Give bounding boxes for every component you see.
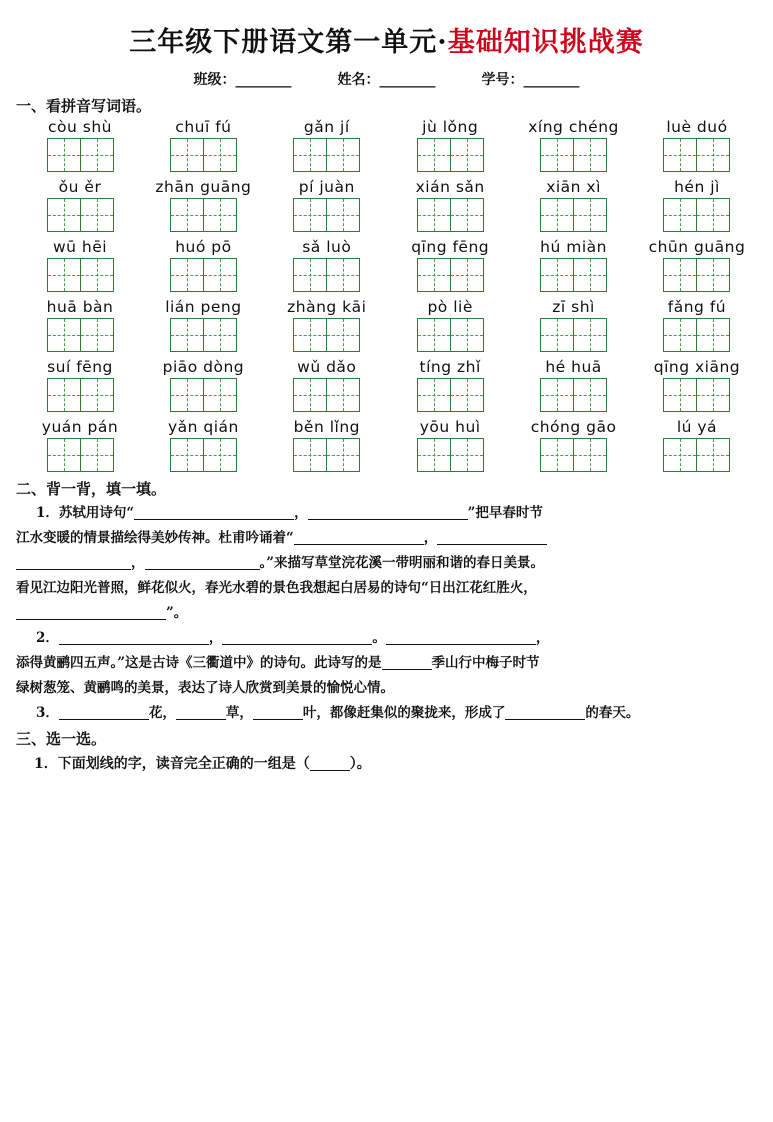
writing-box[interactable] bbox=[663, 318, 697, 352]
pinyin-text: lú yá bbox=[676, 418, 718, 436]
writing-boxes[interactable] bbox=[417, 138, 484, 172]
writing-box[interactable] bbox=[450, 438, 484, 472]
writing-box[interactable] bbox=[696, 138, 730, 172]
section-three-heading: 三、选一选。 bbox=[16, 730, 107, 748]
writing-box[interactable] bbox=[47, 318, 81, 352]
writing-boxes[interactable] bbox=[170, 438, 237, 472]
writing-box[interactable] bbox=[203, 318, 237, 352]
pinyin-word-cell bbox=[26, 358, 134, 412]
writing-box[interactable] bbox=[573, 318, 607, 352]
pinyin-text: zhàng kāi bbox=[287, 298, 367, 316]
pinyin-text: tíng zhǐ bbox=[419, 358, 481, 376]
writing-box[interactable] bbox=[417, 378, 451, 412]
blank[interactable] bbox=[16, 603, 166, 620]
question-3 bbox=[16, 701, 757, 726]
pinyin-text: hé huā bbox=[545, 358, 602, 376]
pinyin-word-cell bbox=[396, 298, 504, 352]
q2-comma-2: ， bbox=[535, 630, 550, 646]
blank[interactable] bbox=[222, 628, 372, 645]
q1-part-5: ”。 bbox=[166, 605, 188, 621]
q1-part-a: 1．苏轼用诗句“ bbox=[36, 505, 135, 521]
writing-box[interactable] bbox=[696, 318, 730, 352]
writing-boxes[interactable] bbox=[540, 198, 607, 232]
writing-box[interactable] bbox=[170, 318, 204, 352]
pinyin-word-cell bbox=[273, 358, 381, 412]
pinyin-text: chūn guāng bbox=[648, 238, 746, 256]
pinyin-text: lián peng bbox=[165, 298, 242, 316]
section-two-heading: 二、背一背，填一填。 bbox=[16, 480, 167, 498]
q3-text-d: 叶，都像赶集似的聚拢来，形成了 bbox=[302, 705, 506, 721]
name-field[interactable]: 姓名：________ bbox=[337, 72, 436, 88]
pinyin-text: xián sǎn bbox=[415, 178, 485, 196]
writing-boxes[interactable] bbox=[417, 318, 484, 352]
writing-box[interactable] bbox=[696, 378, 730, 412]
writing-box[interactable] bbox=[326, 258, 360, 292]
writing-box[interactable] bbox=[417, 198, 451, 232]
pinyin-text: huó pō bbox=[175, 238, 232, 256]
writing-boxes[interactable] bbox=[663, 318, 730, 352]
writing-box[interactable] bbox=[540, 378, 574, 412]
writing-box[interactable] bbox=[80, 318, 114, 352]
class-field[interactable]: 班级：________ bbox=[193, 72, 292, 88]
writing-box[interactable] bbox=[573, 258, 607, 292]
pinyin-text: qīng fēng bbox=[411, 238, 490, 256]
pinyin-word-cell bbox=[520, 418, 628, 472]
writing-box[interactable] bbox=[417, 258, 451, 292]
page-title-black: 三年级下册语文第一单元· bbox=[129, 27, 448, 58]
writing-boxes[interactable] bbox=[170, 378, 237, 412]
writing-boxes[interactable] bbox=[47, 318, 114, 352]
writing-boxes[interactable] bbox=[47, 198, 114, 232]
pinyin-text: xíng chéng bbox=[528, 118, 619, 136]
pinyin-text: luè duó bbox=[666, 118, 728, 136]
pinyin-text: qīng xiāng bbox=[653, 358, 741, 376]
writing-box[interactable] bbox=[663, 198, 697, 232]
pinyin-word-cell bbox=[520, 118, 628, 172]
blank[interactable] bbox=[145, 553, 260, 570]
q2-comma-1: ， bbox=[208, 630, 223, 646]
writing-boxes[interactable] bbox=[293, 318, 360, 352]
pinyin-text: sǎ luò bbox=[302, 238, 352, 256]
writing-box[interactable] bbox=[293, 318, 327, 352]
writing-box[interactable] bbox=[540, 138, 574, 172]
pinyin-word-cell bbox=[643, 178, 751, 232]
pinyin-word-cell bbox=[26, 238, 134, 292]
writing-box[interactable] bbox=[47, 198, 81, 232]
pinyin-row bbox=[26, 418, 751, 472]
pinyin-word-cell bbox=[643, 238, 751, 292]
blank[interactable] bbox=[308, 503, 468, 520]
pinyin-word-cell bbox=[149, 418, 257, 472]
writing-box[interactable] bbox=[696, 258, 730, 292]
pinyin-word-cell bbox=[643, 298, 751, 352]
writing-box[interactable] bbox=[326, 438, 360, 472]
writing-box[interactable] bbox=[80, 258, 114, 292]
writing-box[interactable] bbox=[326, 138, 360, 172]
pinyin-text: còu shù bbox=[48, 118, 112, 136]
writing-boxes[interactable] bbox=[170, 198, 237, 232]
writing-boxes[interactable] bbox=[47, 378, 114, 412]
pinyin-word-cell bbox=[149, 238, 257, 292]
writing-box[interactable] bbox=[170, 378, 204, 412]
writing-box[interactable] bbox=[573, 378, 607, 412]
writing-box[interactable] bbox=[80, 138, 114, 172]
answer-blank[interactable] bbox=[310, 754, 350, 771]
writing-box[interactable] bbox=[293, 258, 327, 292]
pinyin-word-cell bbox=[520, 238, 628, 292]
writing-box[interactable] bbox=[450, 318, 484, 352]
writing-boxes[interactable] bbox=[47, 438, 114, 472]
writing-box[interactable] bbox=[80, 198, 114, 232]
writing-boxes[interactable] bbox=[540, 438, 607, 472]
pinyin-word-cell bbox=[520, 358, 628, 412]
pinyin-word-cell bbox=[149, 298, 257, 352]
q1-comma-3: ， bbox=[131, 555, 145, 571]
writing-box[interactable] bbox=[573, 138, 607, 172]
q2-number: 2． bbox=[36, 630, 59, 646]
student-info-row bbox=[16, 69, 757, 89]
pinyin-word-cell bbox=[520, 298, 628, 352]
pinyin-word-cell bbox=[149, 358, 257, 412]
writing-box[interactable] bbox=[540, 198, 574, 232]
writing-boxes[interactable] bbox=[540, 258, 607, 292]
question-2 bbox=[16, 626, 757, 701]
writing-boxes[interactable] bbox=[417, 438, 484, 472]
writing-box[interactable] bbox=[170, 438, 204, 472]
writing-box[interactable] bbox=[47, 138, 81, 172]
number-field[interactable]: 学号：________ bbox=[481, 72, 580, 88]
writing-box[interactable] bbox=[203, 378, 237, 412]
writing-box[interactable] bbox=[293, 198, 327, 232]
writing-boxes[interactable] bbox=[417, 198, 484, 232]
blank[interactable] bbox=[505, 703, 585, 720]
writing-box[interactable] bbox=[540, 258, 574, 292]
pinyin-grid-block bbox=[26, 118, 751, 472]
pinyin-text: piāo dòng bbox=[162, 358, 245, 376]
writing-box[interactable] bbox=[573, 438, 607, 472]
blank[interactable] bbox=[382, 653, 432, 670]
pinyin-text: pí juàn bbox=[298, 178, 355, 196]
pinyin-text: pò liè bbox=[427, 298, 473, 316]
choice-q1-text-b: ）。 bbox=[349, 756, 371, 772]
choice-q1-text-a: 1．下面划线的字，读音完全正确的一组是（ bbox=[34, 756, 310, 772]
pinyin-text: wū hēi bbox=[52, 238, 108, 256]
writing-boxes[interactable] bbox=[293, 138, 360, 172]
writing-box[interactable] bbox=[573, 198, 607, 232]
writing-box[interactable] bbox=[170, 138, 204, 172]
writing-boxes[interactable] bbox=[663, 438, 730, 472]
pinyin-text: chuī fú bbox=[175, 118, 232, 136]
pinyin-word-cell bbox=[396, 118, 504, 172]
pinyin-text: fǎng fú bbox=[667, 298, 727, 316]
pinyin-row bbox=[26, 298, 751, 352]
pinyin-word-cell bbox=[643, 358, 751, 412]
q3-text-b: 花， bbox=[148, 705, 176, 721]
pinyin-text: huā bàn bbox=[46, 298, 114, 316]
page-title-red: 基础知识挑战赛 bbox=[447, 27, 644, 58]
q2-text-f: 季山行中梅子时节 bbox=[431, 655, 540, 671]
writing-boxes[interactable] bbox=[47, 138, 114, 172]
pinyin-row bbox=[26, 238, 751, 292]
writing-boxes[interactable] bbox=[540, 378, 607, 412]
writing-boxes[interactable] bbox=[293, 378, 360, 412]
writing-box[interactable] bbox=[663, 378, 697, 412]
pinyin-word-cell bbox=[26, 418, 134, 472]
writing-boxes[interactable] bbox=[663, 258, 730, 292]
pinyin-row bbox=[26, 358, 751, 412]
writing-box[interactable] bbox=[450, 198, 484, 232]
writing-boxes[interactable] bbox=[663, 378, 730, 412]
writing-box[interactable] bbox=[326, 378, 360, 412]
writing-box[interactable] bbox=[293, 378, 327, 412]
writing-boxes[interactable] bbox=[540, 318, 607, 352]
writing-box[interactable] bbox=[170, 198, 204, 232]
writing-box[interactable] bbox=[450, 138, 484, 172]
writing-box[interactable] bbox=[203, 438, 237, 472]
blank[interactable] bbox=[134, 503, 294, 520]
pinyin-text: běn lǐng bbox=[293, 418, 360, 436]
pinyin-text: wǔ dǎo bbox=[297, 358, 357, 376]
writing-box[interactable] bbox=[696, 198, 730, 232]
pinyin-word-cell bbox=[643, 418, 751, 472]
q2-text-e: 添得黄鹂四五声。”这是古诗《三衢道中》的诗句。此诗写的是 bbox=[16, 655, 382, 671]
writing-boxes[interactable] bbox=[293, 438, 360, 472]
pinyin-row bbox=[26, 118, 751, 172]
pinyin-text: zī shì bbox=[552, 298, 595, 316]
blank[interactable] bbox=[59, 703, 149, 720]
writing-box[interactable] bbox=[326, 198, 360, 232]
blank[interactable] bbox=[176, 703, 226, 720]
writing-box[interactable] bbox=[417, 138, 451, 172]
writing-box[interactable] bbox=[326, 318, 360, 352]
blank[interactable] bbox=[386, 628, 536, 645]
writing-boxes[interactable] bbox=[540, 138, 607, 172]
pinyin-word-cell bbox=[396, 358, 504, 412]
pinyin-word-cell bbox=[273, 418, 381, 472]
pinyin-text: hú miàn bbox=[540, 238, 607, 256]
writing-box[interactable] bbox=[663, 138, 697, 172]
q1-part-4: 看见江边阳光普照，鲜花似火，春光水碧的景色我想起白居易的诗句“日出江花红胜火， bbox=[16, 580, 537, 596]
blank[interactable] bbox=[437, 528, 547, 545]
pinyin-text: ǒu ěr bbox=[58, 178, 102, 196]
q1-comma-2: ， bbox=[423, 530, 438, 546]
writing-boxes[interactable] bbox=[170, 258, 237, 292]
pinyin-word-cell bbox=[273, 178, 381, 232]
writing-box[interactable] bbox=[417, 318, 451, 352]
blank[interactable] bbox=[16, 553, 131, 570]
writing-boxes[interactable] bbox=[293, 258, 360, 292]
blank[interactable] bbox=[59, 628, 209, 645]
q3-number: 3． bbox=[36, 705, 59, 721]
writing-box[interactable] bbox=[203, 138, 237, 172]
blank[interactable] bbox=[294, 528, 424, 545]
writing-box[interactable] bbox=[450, 378, 484, 412]
writing-boxes[interactable] bbox=[417, 258, 484, 292]
pinyin-text: yuán pán bbox=[41, 418, 119, 436]
pinyin-text: suí fēng bbox=[47, 358, 113, 376]
pinyin-text: hén jì bbox=[674, 178, 720, 196]
q1-comma-1: ， bbox=[294, 505, 308, 521]
writing-box[interactable] bbox=[47, 438, 81, 472]
writing-box[interactable] bbox=[540, 318, 574, 352]
q3-text-c: 草， bbox=[225, 705, 253, 721]
writing-box[interactable] bbox=[47, 378, 81, 412]
pinyin-word-cell bbox=[396, 178, 504, 232]
q1-part-2: 江水变暖的情景描绘得美妙传神。杜甫吟诵着“ bbox=[16, 530, 294, 546]
pinyin-word-cell bbox=[149, 178, 257, 232]
pinyin-word-cell bbox=[26, 298, 134, 352]
pinyin-row bbox=[26, 178, 751, 232]
q2-period: 。 bbox=[372, 630, 386, 646]
writing-box[interactable] bbox=[170, 258, 204, 292]
pinyin-word-cell bbox=[149, 118, 257, 172]
q3-text-e: 的春天。 bbox=[585, 705, 640, 721]
writing-boxes[interactable] bbox=[170, 318, 237, 352]
pinyin-word-cell bbox=[396, 238, 504, 292]
pinyin-word-cell bbox=[273, 298, 381, 352]
section-one-heading: 一、看拼音写词语。 bbox=[16, 97, 152, 115]
writing-box[interactable] bbox=[540, 438, 574, 472]
writing-boxes[interactable] bbox=[47, 258, 114, 292]
pinyin-text: yōu huì bbox=[419, 418, 481, 436]
writing-boxes[interactable] bbox=[293, 198, 360, 232]
page-title bbox=[16, 20, 757, 59]
q1-part-c: ”把早春时节 bbox=[467, 505, 543, 521]
pinyin-word-cell bbox=[396, 418, 504, 472]
writing-box[interactable] bbox=[450, 258, 484, 292]
pinyin-word-cell bbox=[273, 118, 381, 172]
writing-box[interactable] bbox=[696, 438, 730, 472]
pinyin-text: chóng gāo bbox=[530, 418, 617, 436]
pinyin-text: xiān xì bbox=[546, 178, 601, 196]
writing-box[interactable] bbox=[203, 198, 237, 232]
q2-text-g: 绿树葱笼、黄鹂鸣的美景，表达了诗人欣赏到美景的愉悦心情。 bbox=[16, 680, 394, 696]
pinyin-text: yǎn qián bbox=[167, 418, 239, 436]
pinyin-text: jù lǒng bbox=[422, 118, 479, 136]
writing-box[interactable] bbox=[293, 438, 327, 472]
writing-box[interactable] bbox=[80, 378, 114, 412]
writing-boxes[interactable] bbox=[170, 138, 237, 172]
writing-box[interactable] bbox=[293, 138, 327, 172]
writing-box[interactable] bbox=[47, 258, 81, 292]
pinyin-text: zhān guāng bbox=[155, 178, 252, 196]
choice-question-1 bbox=[16, 753, 757, 773]
pinyin-word-cell bbox=[26, 178, 134, 232]
question-1 bbox=[16, 501, 757, 626]
writing-box[interactable] bbox=[80, 438, 114, 472]
writing-boxes[interactable] bbox=[663, 198, 730, 232]
pinyin-word-cell bbox=[643, 118, 751, 172]
pinyin-text: gǎn jí bbox=[303, 118, 350, 136]
writing-box[interactable] bbox=[663, 438, 697, 472]
q1-part-3: 。”来描写草堂浣花溪一带明丽和谐的春日美景。 bbox=[259, 555, 545, 571]
writing-box[interactable] bbox=[417, 438, 451, 472]
writing-boxes[interactable] bbox=[663, 138, 730, 172]
writing-box[interactable] bbox=[203, 258, 237, 292]
writing-box[interactable] bbox=[663, 258, 697, 292]
pinyin-word-cell bbox=[520, 178, 628, 232]
pinyin-word-cell bbox=[26, 118, 134, 172]
writing-boxes[interactable] bbox=[417, 378, 484, 412]
pinyin-word-cell bbox=[273, 238, 381, 292]
blank[interactable] bbox=[253, 703, 303, 720]
